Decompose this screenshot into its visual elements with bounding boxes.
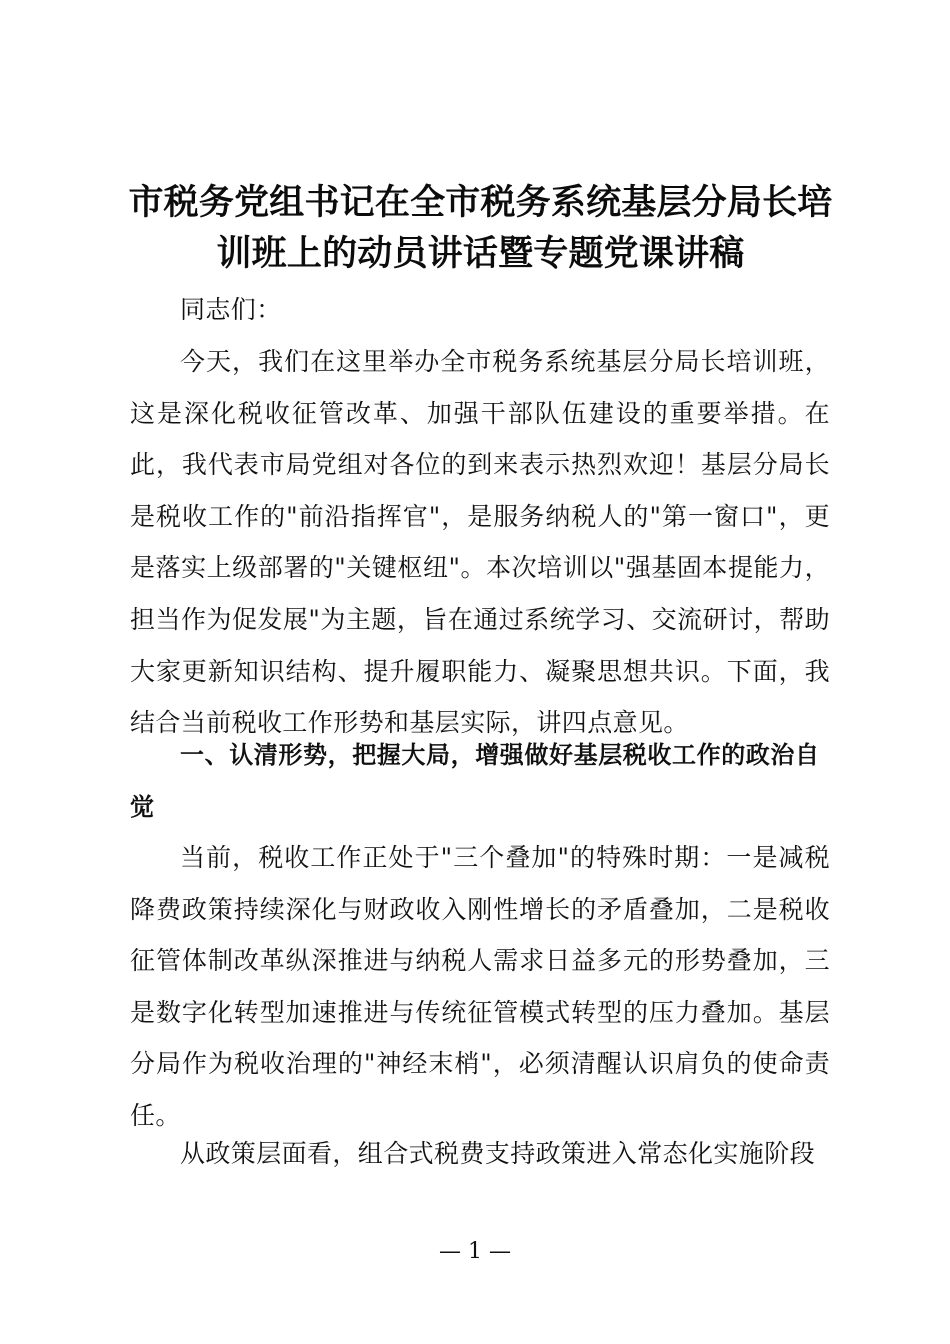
- document-title-line-1: 市税务党组书记在全市税务系统基层分局长培: [128, 182, 833, 223]
- document-title-line-2: 训班上的动员讲话暨专题党课讲稿: [216, 233, 745, 274]
- section-1-paragraph-2: 从政策层面看，组合式税费支持政策进入常态化实施阶段: [180, 1139, 816, 1168]
- section-heading-1: 一、认清形势，把握大局，增强做好基层税收工作的政治自觉: [130, 741, 820, 821]
- page-number: — 1 —: [439, 1239, 511, 1264]
- intro-paragraph: 今天，我们在这里举办全市税务系统基层分局长培训班，这是深化税收征管改革、加强干部队伍建设的重要举措。在此，我代表市局党组对各位的到来表示热烈欢迎！基层分局长是税收工作的"前沿指挥官"，是服务纳税人的"第一窗口"，更是落实上级部署的"关键枢纽"。本次培训以"强基固本提能力，担当作为促发展"为主题，旨在通过系统学习、交流研讨，帮助大家更新知识结构、提升履职能力、凝聚思想共识。下面，我结合当前税收工作形势和基层实际，讲四点意见。: [130, 347, 830, 738]
- salutation: 同志们：: [180, 295, 282, 324]
- section-1-paragraph-1: 当前，税收工作正处于"三个叠加"的特殊时期：一是减税降费政策持续深化与财政收入刚性增长的矛盾叠加，二是税收征管体制改革纵深推进与纳税人需求日益多元的形势叠加，三是数字化转型加速推进与传统征管模式转型的压力叠加。基层分局作为税收治理的"神经末梢"，必须清醒认识肩负的使命责任。: [130, 843, 830, 1130]
- document-title: [128, 177, 833, 279]
